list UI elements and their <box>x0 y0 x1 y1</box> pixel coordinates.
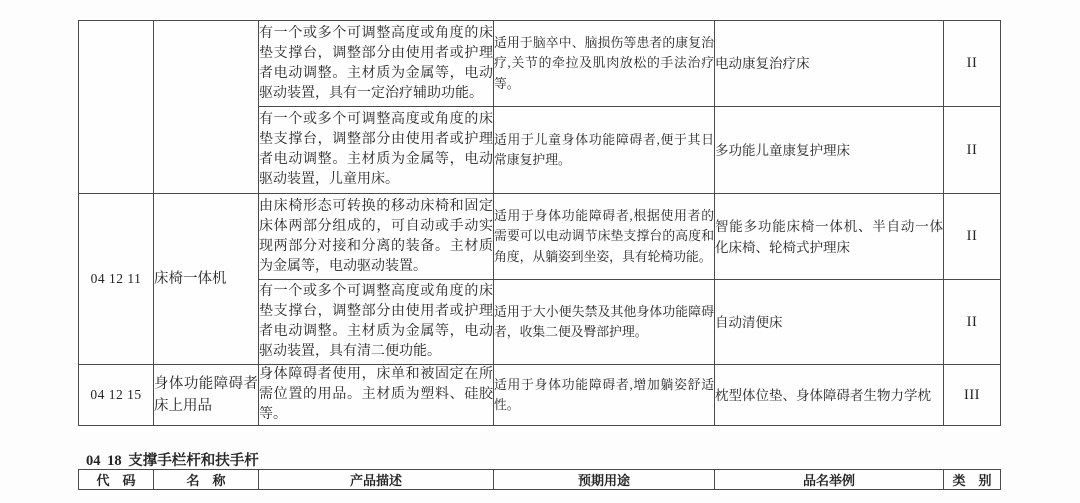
intended-use-cell: 适用于大小便失禁及其他身体功能障碍者，收集二便及臀部护理。 <box>494 280 715 365</box>
product-description-cell: 有一个或多个可调整高度或角度的床垫支撑台，调整部分由使用者或护理者电动调整。主材质为金属等，电动驱动装置，具有一定治疗辅助功能。 <box>259 21 494 107</box>
product-examples-cell: 自动清便床 <box>715 280 944 365</box>
table-row <box>79 194 1001 280</box>
code-cell-empty <box>79 21 154 194</box>
category-cell: II <box>944 21 1001 107</box>
table-row <box>79 365 1001 426</box>
header-examples: 品名举例 <box>715 470 944 490</box>
device-classification-table <box>78 20 1001 426</box>
category-cell: II <box>944 107 1001 194</box>
table-row <box>79 21 1001 107</box>
header-intended-use: 预期用途 <box>494 470 715 490</box>
category-cell: II <box>944 280 1001 365</box>
header-category: 类 别 <box>944 470 1001 490</box>
header-description: 产品描述 <box>259 470 494 490</box>
name-cell-empty <box>154 21 259 194</box>
code-cell: 04 12 11 <box>79 194 154 365</box>
next-section-header-table <box>78 469 1001 490</box>
product-examples-cell: 枕型体位垫、身体障碍者生物力学枕 <box>715 365 944 426</box>
section-heading: 04 18 支撑手栏杆和扶手杆 <box>86 453 259 469</box>
category-cell: II <box>944 194 1001 280</box>
intended-use-cell: 适用于脑卒中、脑损伤等患者的康复治疗,关节的牵拉及肌肉放松的手法治疗等。 <box>494 21 715 107</box>
intended-use-cell: 适用于身体功能障碍者,根据使用者的需要可以电动调节床垫支撑台的高度和角度，从躺姿到坐姿，具有轮椅功能。 <box>494 194 715 280</box>
header-row <box>79 470 1001 490</box>
header-name: 名 称 <box>154 470 259 490</box>
intended-use-cell: 适用于儿童身体功能障碍者,便于其日常康复护理。 <box>494 107 715 194</box>
product-description-cell: 有一个或多个可调整高度或角度的床垫支撑台，调整部分由使用者或护理者电动调整。主材质为金属等，电动驱动装置，儿童用床。 <box>259 107 494 194</box>
category-cell: III <box>944 365 1001 426</box>
product-examples-cell: 智能多功能床椅一体机、半自动一体化床椅、轮椅式护理床 <box>715 194 944 280</box>
name-cell: 身体功能障碍者床上用品 <box>154 365 259 426</box>
name-cell: 床椅一体机 <box>154 194 259 365</box>
product-description-cell: 由床椅形态可转换的移动床椅和固定床体两部分组成的，可自动或手动实现两部分对接和分离的装备。主材质为金属等，电动驱动装置。 <box>259 194 494 280</box>
product-examples-cell: 电动康复治疗床 <box>715 21 944 107</box>
code-cell: 04 12 15 <box>79 365 154 426</box>
header-code: 代 码 <box>79 470 154 490</box>
product-examples-cell: 多功能儿童康复护理床 <box>715 107 944 194</box>
product-description-cell: 有一个或多个可调整高度或角度的床垫支撑台，调整部分由使用者或护理者电动调整。主材质为金属等，电动驱动装置，具有清二便功能。 <box>259 280 494 365</box>
product-description-cell: 身体障碍者使用，床单和被固定在所需位置的用品。主材质为塑料、硅胶等。 <box>259 365 494 426</box>
intended-use-cell: 适用于身体功能障碍者,增加躺姿舒适性。 <box>494 365 715 426</box>
